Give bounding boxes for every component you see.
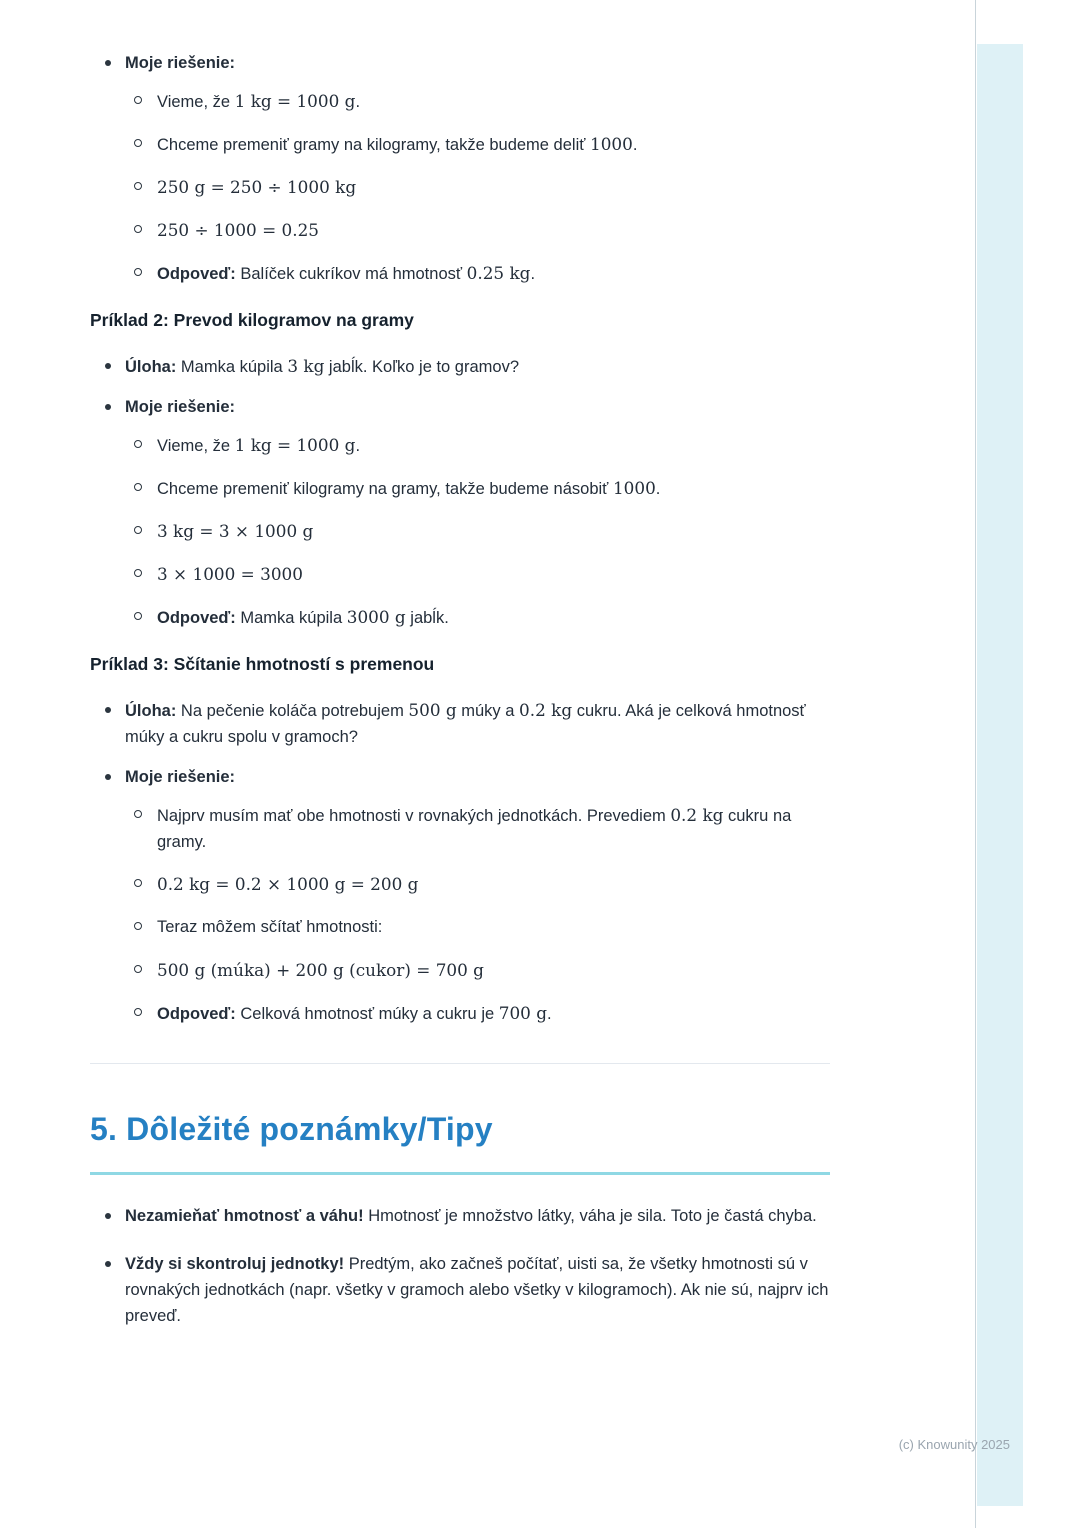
copyright-text: (c) Knowunity 2025 xyxy=(898,1437,1010,1453)
solution-label: Moje riešenie: xyxy=(125,768,236,787)
solution-label: Moje riešenie: xyxy=(125,398,236,417)
task-text: Úloha: Mamka kúpila 3 kg jabĺk. Koľko je to gramov? xyxy=(125,356,520,377)
step-text: 0.2 kg = 0.2 × 1000 g = 200 g xyxy=(157,874,419,895)
solution-step xyxy=(125,914,830,940)
solution-step xyxy=(125,1000,830,1027)
solution-item xyxy=(90,394,830,631)
solution-item xyxy=(90,764,830,1026)
right-accent-bar xyxy=(977,44,1023,1506)
step-text: 3 kg = 3 × 1000 g xyxy=(157,521,314,542)
example3-block xyxy=(90,697,830,1027)
note-item xyxy=(90,1251,830,1329)
solution-step xyxy=(125,957,830,984)
step-text: Najprv musím mať obe hmotnosti v rovnakých jednotkách. Prevediem 0.2 kg cukru na gramy. xyxy=(157,805,792,852)
solution-step xyxy=(125,131,830,158)
step-text: Vieme, že 1 kg = 1000 g. xyxy=(157,91,361,112)
step-text: Odpoveď: Balíček cukríkov má hmotnosť 0.25 kg. xyxy=(157,263,536,284)
solution-step xyxy=(125,475,830,502)
step-text: Teraz môžem sčítať hmotnosti: xyxy=(157,918,383,937)
solution-steps xyxy=(125,432,830,631)
solution-step xyxy=(125,260,830,287)
solution-item xyxy=(90,50,830,287)
section-divider xyxy=(90,1063,830,1064)
step-text: 500 g (múka) + 200 g (cukor) = 700 g xyxy=(157,959,484,980)
solution-step xyxy=(125,432,830,459)
step-text: 250 ÷ 1000 = 0.25 xyxy=(157,220,320,241)
page-edge-line xyxy=(975,0,976,1528)
solution-step xyxy=(125,217,830,244)
task-text: Úloha: Na pečenie koláča potrebujem 500 g múky a 0.2 kg cukru. Aká je celková hmotnosť múky a cukru spolu v gramoch? xyxy=(125,700,806,747)
note-text: Nezamieňať hmotnosť a váhu! Hmotnosť je množstvo látky, váha je sila. Toto je častá chyba. xyxy=(125,1207,817,1226)
note-item xyxy=(90,1203,830,1229)
solution-step xyxy=(125,88,830,115)
step-text: 250 g = 250 ÷ 1000 kg xyxy=(157,177,357,198)
example2-block xyxy=(90,353,830,631)
solution-step xyxy=(125,174,830,201)
solution-step xyxy=(125,802,830,855)
step-text: 3 × 1000 = 3000 xyxy=(157,564,303,585)
step-text: Chceme premeniť gramy na kilogramy, takže budeme deliť 1000. xyxy=(157,134,638,155)
note-text: Vždy si skontroluj jednotky! Predtým, ako začneš počítať, uisti sa, že všetky hmotnosti sú v rovnakých jednotkách (napr. všetky v gramoch alebo všetky v kilogramoch). Ak nie sú, najprv ich preveď. xyxy=(125,1255,829,1326)
step-text: Odpoveď: Mamka kúpila 3000 g jabĺk. xyxy=(157,607,449,628)
step-text: Vieme, že 1 kg = 1000 g. xyxy=(157,435,361,456)
solution-step xyxy=(125,561,830,588)
task-item xyxy=(90,697,830,750)
solution-steps xyxy=(125,802,830,1026)
prev-solution-block xyxy=(90,50,830,287)
notes-section-heading: 5. Dôležité poznámky/Tipy xyxy=(90,1110,493,1147)
step-text: Odpoveď: Celková hmotnosť múky a cukru je 700 g. xyxy=(157,1002,552,1023)
example2-heading: Príklad 2: Prevod kilogramov na gramy xyxy=(90,310,414,331)
example3-heading: Príklad 3: Sčítanie hmotností s premenou xyxy=(90,654,435,675)
notes-list xyxy=(90,1203,830,1329)
solution-steps xyxy=(125,88,830,287)
task-item xyxy=(90,353,830,380)
solution-step xyxy=(125,518,830,545)
notes-heading-underline xyxy=(90,1172,830,1175)
solution-step xyxy=(125,871,830,898)
step-text: Chceme premeniť kilogramy na gramy, takže budeme násobiť 1000. xyxy=(157,478,661,499)
solution-label: Moje riešenie: xyxy=(125,54,236,72)
solution-step xyxy=(125,604,830,631)
